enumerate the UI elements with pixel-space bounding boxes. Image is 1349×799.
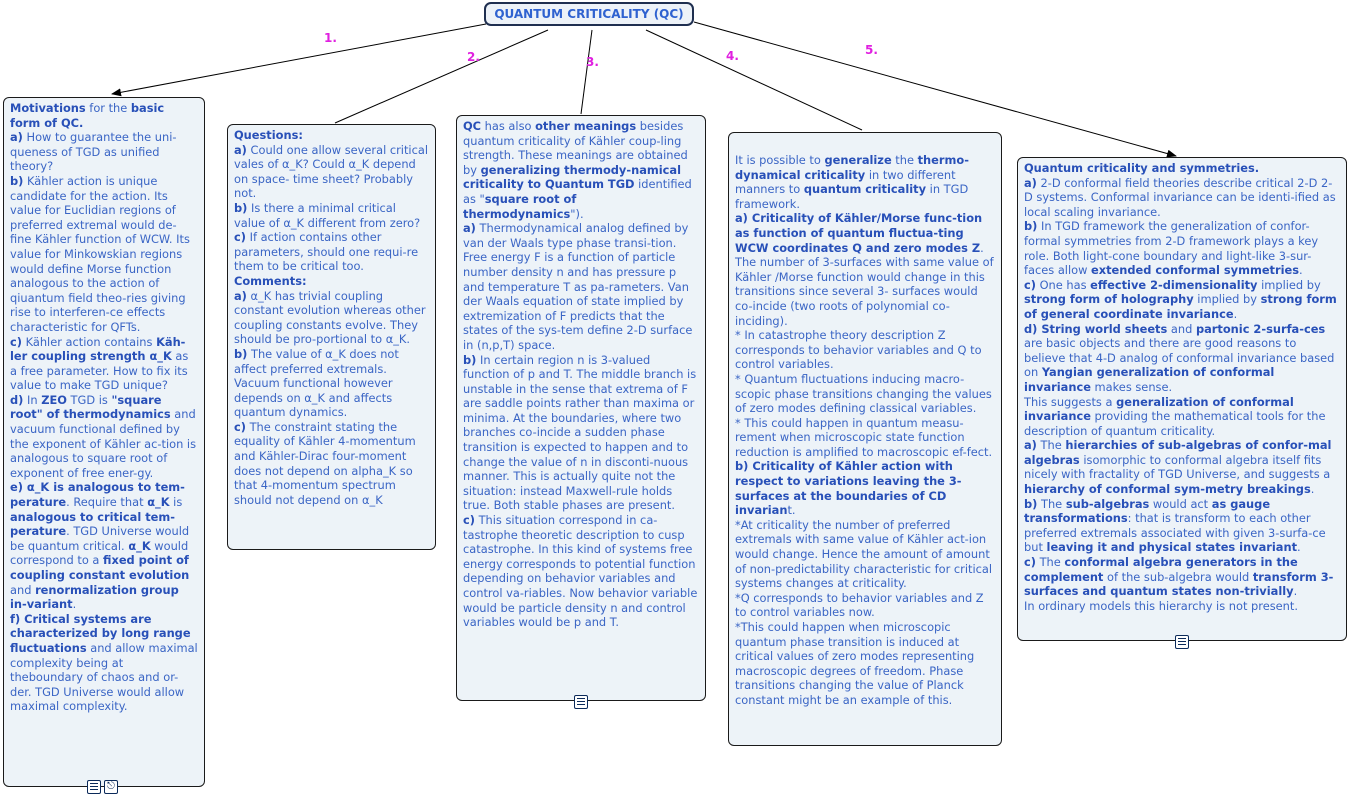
text-run: would correspond to a [10,538,189,568]
text-run: as gauge transformations [1024,496,1271,526]
text-run: as a free parameter. How to fix its value to make TGD unique? [10,349,189,393]
text-run: and [1167,321,1196,336]
text-run: providing the mathematical tools for the description of quantum criticality. [1024,409,1326,438]
node-paragraph [1024,322,1340,395]
edge-label-4: 4. [726,49,739,63]
text-run: t. [787,503,796,518]
text-run: fixed point of coupling constant evolution [10,553,190,582]
text-run: extended conformal symmetries [1091,263,1300,278]
node-paragraph [735,328,995,372]
node-symmetries[interactable] [1017,157,1347,641]
text-run: strong form of holography [1024,292,1194,307]
text-run: Is there a minimal critical value of α_K different from zero? [234,200,421,230]
node-paragraph [1024,176,1340,220]
node-motivations[interactable] [3,97,205,787]
text-run: Kähler action is unique candidate for the action. Its value for Euclidian regions of preferred extremal would de-fine Kähler function of WCW. Its value for Minkowskian regions would define Morse function analogous to the action of qiuantum field theo-ries giving rise to interferen-ce effects characteristic for QFTs. [10,173,190,334]
text-run: leaving it and physical states invariant [1046,540,1298,555]
text-run: effective 2-dimensionality [1090,277,1258,292]
text-run: d) [10,392,24,407]
node-paragraph [10,393,198,481]
text-run: c) [234,230,246,245]
text-run: . [1233,306,1238,321]
text-run: "). [570,206,584,221]
text-run: The [1035,555,1065,570]
text-run: In ordinary models this hierarchy is not present. [1024,598,1298,613]
text-run: Comments: [234,273,307,288]
doc-icon[interactable] [87,780,101,794]
text-run: b) [234,346,248,361]
text-run: a) [1024,438,1037,453]
text-run: α_K [128,538,151,553]
text-run: Kähler action contains [21,334,157,349]
node-paragraph [234,128,429,143]
text-run: generalization of conformal invariance [1024,394,1294,424]
text-run: are basic objects and there are good reasons to believe that 4-D analog of conformal invariance based on [1024,336,1335,380]
text-run: identified as " [463,177,692,206]
text-run: 2-D conformal field theories describe critical 2-D 2-D systems. Conformal invariance can be identi-ified as local scaling invariance. [1024,175,1336,219]
text-run: In certain region n is 3-valued function of p and T. The middle branch is unstable in the sense that extrema of F are saddle points rather than maxima or minima. At the boundaries, where two branches co-incide a sudden phase transition is expected to happen and to change the value of n in disconti-nuous manner. This is actually quite not the situation: instead Maxwell-rule holds true. Both stable phases are present. [463,352,697,513]
node-paragraph [463,119,699,221]
doc-icon[interactable] [1175,635,1189,649]
tree-icon[interactable]: ⎋ [104,780,118,794]
text-run: and allow maximal complexity being at theboundary of chaos and or-der. TGD Universe would allow maximal complexity. [10,640,198,714]
link-2 [335,30,548,123]
text-run: "square root" of thermodynamics [10,392,171,422]
text-run: analogous to critical tem-perature [10,509,175,539]
text-run: isomorphic to conformal algebra itself fits nicely with fractality of TGD Universe, and suggests a [1024,452,1331,482]
text-run: other meanings [535,119,637,133]
text-run: * This could happen in quantum measu-rement when microscopic state function reduction is amplified to macroscopic ef-fect. [735,415,993,459]
text-run: b) [1024,219,1038,234]
doc-icon[interactable] [574,695,588,709]
text-run: Käh-ler coupling strength α_K [10,334,186,364]
node-paragraph [234,230,429,274]
text-run: and [10,582,36,597]
text-run: b) [234,200,248,215]
node-other-meanings[interactable] [456,115,706,701]
node-paragraph [463,353,699,514]
text-run: in TGD framework. [735,182,969,211]
text-run: *Q corresponds to behavior variables and Z to control variables now. [735,590,984,620]
text-run: conformal algebra generators in the complement [1024,555,1298,584]
text-run: a) Criticality of Kähler/Morse func-tion as function of quantum fluctua-ting WCW coordinates Q and zero modes Z [735,211,983,255]
text-run: This situation correspond in ca-tastrophe theoretic description to cusp catastrophe. In this kind of systems free energy corresponds to potential function depending on behavior variables and control va-riables. Now behavior variable would be particle density n and control variables would be p and T. [463,513,698,630]
node-generalize[interactable] [728,132,1002,746]
text-run: Motivations [10,101,86,115]
node-paragraph [10,335,198,393]
text-run: a) [463,221,476,236]
node-paragraph [463,513,699,630]
node-paragraph [1024,395,1340,439]
text-run: : that is transform to each other preferred extremals associated with given 3-surfa-ce but [1024,511,1326,555]
text-run: *This could happen when microscopic quantum phase transition is induced at critical values of zero modes representing macroscopic degrees of freedom. Phase transitions changing the value of Planck constant might be an example of this. [735,620,975,707]
node-paragraph [234,143,429,201]
text-run: Could one allow several critical vales of α_K? Could α_K depend on space- time sheet? Probably not. [234,142,429,201]
text-run: generalize [824,153,892,167]
node-paragraph [1024,161,1340,176]
text-run: . The number of 3-surfaces with same value of Kähler /Morse function would change in this transitions since several 3- surfaces would co-incide (two roots of polynomial co-inciding). [735,240,994,328]
text-run: implied by [1257,277,1321,292]
node-paragraph [1024,219,1340,277]
text-run: The value of α_K does not affect preferred extremals. Vacuum functional however depends on α_K and affects quantum dynamics. [234,346,399,420]
root-title: QUANTUM CRITICALITY (QC) [494,7,684,21]
text-run: This suggests a [1024,394,1117,409]
text-run: QC [463,119,482,133]
text-run: is [169,495,183,510]
text-run: In [23,392,42,407]
text-run: makes sense. [1090,379,1173,394]
node-paragraph [10,612,198,714]
node-paragraph [1024,278,1340,322]
text-run: a) [234,288,247,303]
node-paragraph [1024,497,1340,555]
text-run: quantum criticality [803,182,927,197]
text-run: * Quantum fluctuations inducing macro-scopic phase transitions changing the values of zero modes defining classical variables. [735,371,992,416]
node-paragraph [234,420,429,508]
node-questions[interactable] [227,124,436,550]
text-run: c) [1024,277,1036,292]
node-paragraph [735,459,995,517]
node-paragraph [10,130,198,174]
text-run: The [1037,496,1066,511]
text-run: It is possible to [735,153,825,167]
text-run: has also [481,119,536,133]
text-run: TGD is [66,392,112,407]
text-run: One has [1035,277,1091,292]
text-run: b) [463,352,477,367]
text-run: sub-algebras [1065,496,1150,511]
node-paragraph [735,620,995,708]
text-run: c) [1024,555,1036,570]
node-paragraph [735,372,995,416]
node-paragraph [10,174,198,335]
edge-label-1: 1. [324,31,337,45]
text-run: Yangian generalization of conformal invariance [1024,365,1275,394]
text-run: Quantum criticality and symmetries. [1024,161,1260,175]
edge-label-5: 5. [865,43,878,57]
text-run: basic form of QC. [10,101,165,130]
text-run: * In catastrophe theory description Z corresponds to behavior variables and Q to control variables. [735,328,982,372]
text-run: The [1036,438,1066,453]
text-run: b) Criticality of Kähler action with respect to variations leaving the 3-surfaces at the boundaries of CD invarian [735,459,962,518]
text-run: hierarchy of conformal sym-metry breakings [1024,482,1311,497]
node-paragraph [1024,599,1340,614]
text-run: f) Critical systems are characterized by long range fluctuations [10,611,191,655]
text-run: . [1293,584,1298,599]
node-paragraph [735,211,995,328]
node-paragraph [10,480,198,611]
text-run: a) [234,142,247,157]
link-3 [581,30,592,114]
text-run: and vacuum functional defined by the exponent of Kähler ac-tion is analogous to square root of exponent of free ener-gy. [10,407,197,480]
text-run: a) [10,130,23,145]
text-run: square root of thermodynamics [463,191,577,221]
text-run: implied by [1193,292,1261,307]
node-paragraph [10,101,198,130]
text-run: The constraint stating the equality of Kähler 4-momentum and Kähler-Dirac four-moment does not depend on alpha_K so that 4-momentum spectrum should not depend on α_K [234,419,416,507]
text-run: In TGD framework the generalization of confor-formal symmetries from 2-D framework plays a key role. Both light-cone boundary and light-like 3-sur-faces allow [1024,219,1319,278]
node-paragraph [234,274,429,289]
text-run: the [891,153,918,167]
text-run: . TGD Universe would be quantum critical. [10,524,190,553]
link-1 [112,24,486,94]
text-run: thermo-dynamical criticality [735,153,969,182]
text-run: Questions: [234,128,303,142]
text-run: c) [463,513,475,528]
text-run: in two different manners to [735,167,956,197]
text-run: . [1299,263,1303,278]
text-run: b) [10,173,24,188]
text-run: ZEO [41,392,67,407]
text-run: c) [10,334,22,349]
node-paragraph [735,518,995,591]
text-run: . [72,597,77,612]
text-run: . Require that [66,495,148,510]
text-run: . [1310,482,1315,497]
text-run: partonic 2-surfa-ces [1195,321,1326,336]
text-run: for the [85,101,131,115]
text-run: *At criticality the number of preferred extremals with same value of Kähler act-ion would change. Hence the amount of amount of non-predictability characteristic for critical systems changes at criticality. [735,517,993,591]
text-run: transform 3-surfaces and quantum states non-trivially [1024,569,1334,599]
edge-label-3: 3. [586,55,599,69]
text-run: If action contains other parameters, should one requi-re them to be critical too. [234,230,419,274]
node-paragraph [1024,438,1340,496]
text-run: . [1297,540,1301,555]
node-paragraph [234,289,429,347]
text-run: Thermodynamical analog defined by van der Waals type phase transi-tion. Free energy F is a function of particle number density n and has pressure p and temperature T as pa-rameters. Van der Waals equation of state implied by extremization of F predicts that the states of the sys-tem define 2-D surface in (n,p,T) space. [463,221,693,352]
text-run: besides quantum criticality of Kähler coup-ling strength. These meanings are obtained by [463,119,688,177]
node-paragraph [735,153,995,211]
text-run: hierarchies of sub-algebras of confor-mal algebras [1024,438,1332,467]
root-node[interactable] [484,2,694,26]
text-run: α_K [147,495,170,510]
edge-label-2: 2. [467,50,480,64]
text-run: d) String world sheets [1024,321,1168,336]
text-run: b) [1024,496,1038,511]
text-run: a) [1024,175,1037,190]
text-run: generalizing thermody-namical criticality to Quantum TGD [463,162,681,192]
text-run: c) [234,419,246,434]
node-paragraph [463,221,699,352]
text-run: would act [1149,496,1212,511]
node-paragraph [735,591,995,620]
node-paragraph [234,347,429,420]
node-paragraph [234,201,429,230]
text-run: e) α_K is analogous to tem-perature [10,480,185,510]
text-run: of the sub-algebra would [1103,569,1253,584]
node-paragraph [1024,555,1340,599]
text-run: α_K has trivial coupling constant evolution whereas other coupling constants evolve. They should be pro-portional to α_K. [234,288,426,347]
text-run: strong form of general coordinate invariance [1024,292,1337,321]
text-run: How to guarantee the uni-queness of TGD as unified theory? [10,130,177,174]
text-run: renormalization group in-variant [10,582,179,612]
node-paragraph [735,416,995,460]
